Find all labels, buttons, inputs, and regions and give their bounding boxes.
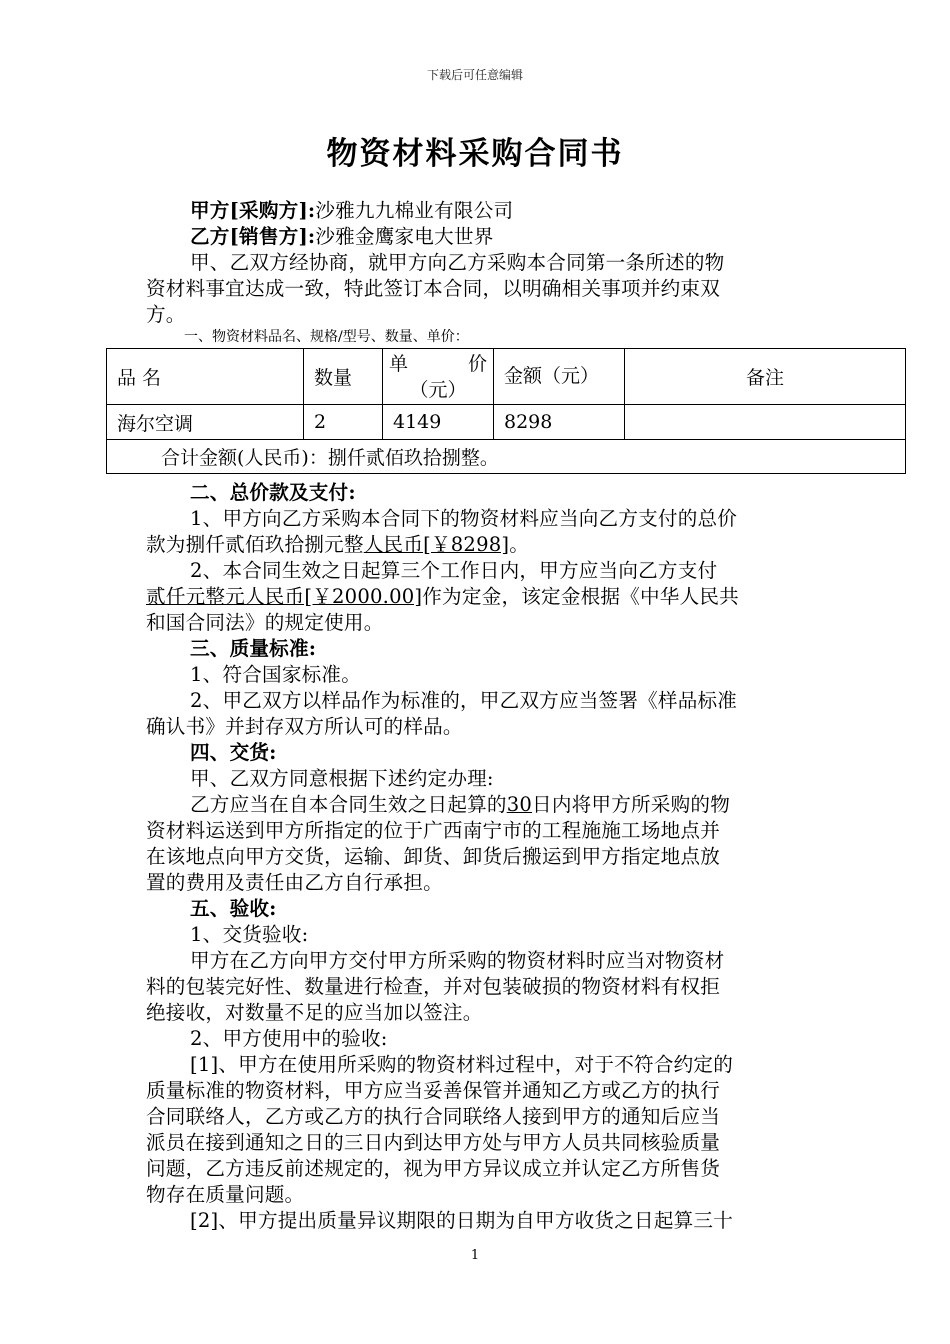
section4-line: 置的费用及责任由乙方自行承担。 [146,871,443,894]
header-note: 下载后可任意编辑 [426,68,523,82]
section2-line: 1、甲方向乙方采购本合同下的物资材料应当向乙方支付的总价 [190,507,738,530]
text-span: 。 [509,533,530,556]
section1-heading: 一、物资材料品名、规格/型号、数量、单价： [184,329,469,345]
total-price-underlined: 人民币[￥8298] [363,533,510,556]
text-span: 作为定金，该定金根据《中华人民共 [422,585,739,608]
items-table [106,348,906,474]
cell-price: 4149 [383,405,494,440]
section5-heading: 五、验收: [190,897,277,920]
text-span: 日内将甲方所采购的物 [532,793,730,816]
section5-line: 绝接收，对数量不足的应当加以签注。 [146,1001,483,1024]
intro-line: 资材料事宜达成一致，特此签订本合同，以明确相关事项并约束双 [146,277,721,300]
header-price-b: 价 [467,352,487,375]
section5-line: 2、甲方使用中的验收: [190,1027,388,1050]
cell-qty: 2 [304,405,383,440]
section2-line [146,532,806,558]
section3-heading: 三、质量标准: [190,637,317,660]
header-name: 品 名 [107,349,304,405]
text-span: 乙方应当在自本合同生效之日起算的 [190,793,507,816]
party-a-label: 甲方[采购方]: [190,199,316,222]
contract-body-continued [146,480,806,1234]
party-a-line [146,198,806,224]
header-price-unit: （元） [409,378,467,401]
header-qty: 数量 [304,349,383,405]
section3-line: 2、甲乙双方以样品作为标准的，甲乙双方应当签署《样品标准 [190,689,738,712]
intro-line: 甲、乙双方经协商，就甲方向乙方采购本合同第一条所述的物 [190,251,725,274]
section4-heading: 四、交货: [190,741,277,764]
table-header-row [107,349,906,405]
table-total-row [107,440,906,474]
section4-line: 资材料运送到甲方所指定的位于广西南宁市的工程施施工场地点并 [146,819,721,842]
contract-body [146,198,806,328]
header-price [383,349,494,405]
section2-line: 和国合同法》的规定使用。 [146,611,384,634]
page-number: 1 [470,1248,480,1263]
section5-line: 派员在接到通知之日的三日内到达甲方处与甲方人员共同核验质量 [146,1131,721,1154]
section5-line: [1]、甲方在使用所采购的物资材料过程中，对于不符合约定的 [190,1053,733,1076]
cell-amount: 8298 [494,405,625,440]
section2-heading: 二、总价款及支付: [190,481,356,504]
cell-remark [625,405,906,440]
section2-line: 2、本合同生效之日起算三个工作日内，甲方应当向乙方支付 [190,559,718,582]
total-amount: 合计金额(人民币)：捌仟贰佰玖拾捌整。 [107,440,906,474]
cell-name: 海尔空调 [107,405,304,440]
party-b-label: 乙方[销售方]: [190,225,316,248]
section3-line: 1、符合国家标准。 [190,663,362,686]
section2-line [146,584,806,610]
document-title: 物资材料采购合同书 [326,136,624,172]
text-span: 款为捌仟贰佰玖拾捌元整 [146,533,364,556]
header-price-a: 单 [389,352,409,375]
section5-line: 甲方在乙方向甲方交付甲方所采购的物资材料时应当对物资材 [190,949,725,972]
section5-line: 料的包装完好性、数量进行检查，并对包装破损的物资材料有权拒 [146,975,721,998]
intro-line: 方。 [146,303,186,326]
section5-line: 1、交货验收: [190,923,309,946]
deposit-underlined: 贰仟元整元人民币[￥2000.00] [146,585,423,608]
section4-line: 甲、乙双方同意根据下述约定办理: [190,767,494,790]
section5-line: 问题，乙方违反前述规定的，视为甲方异议成立并认定乙方所售货 [146,1157,721,1180]
party-b-value: 沙雅金鹰家电大世界 [315,225,494,248]
section4-line [146,792,806,818]
header-remark: 备注 [625,349,906,405]
delivery-days-underlined: 30 [506,793,533,816]
party-a-value: 沙雅九九棉业有限公司 [315,199,514,222]
section5-line: [2]、甲方提出质量异议期限的日期为自甲方收货之日起算三十 [190,1209,733,1232]
header-amount: 金额（元） [494,349,625,405]
section4-line: 在该地点向甲方交货，运输、卸货、卸货后搬运到甲方指定地点放 [146,845,721,868]
section3-line: 确认书》并封存双方所认可的样品。 [146,715,463,738]
party-b-line [146,224,806,250]
section5-line: 物存在质量问题。 [146,1183,305,1206]
section5-line: 质量标准的物资材料，甲方应当妥善保管并通知乙方或乙方的执行 [146,1079,721,1102]
section5-line: 合同联络人，乙方或乙方的执行合同联络人接到甲方的通知后应当 [146,1105,721,1128]
table-row [107,405,906,440]
